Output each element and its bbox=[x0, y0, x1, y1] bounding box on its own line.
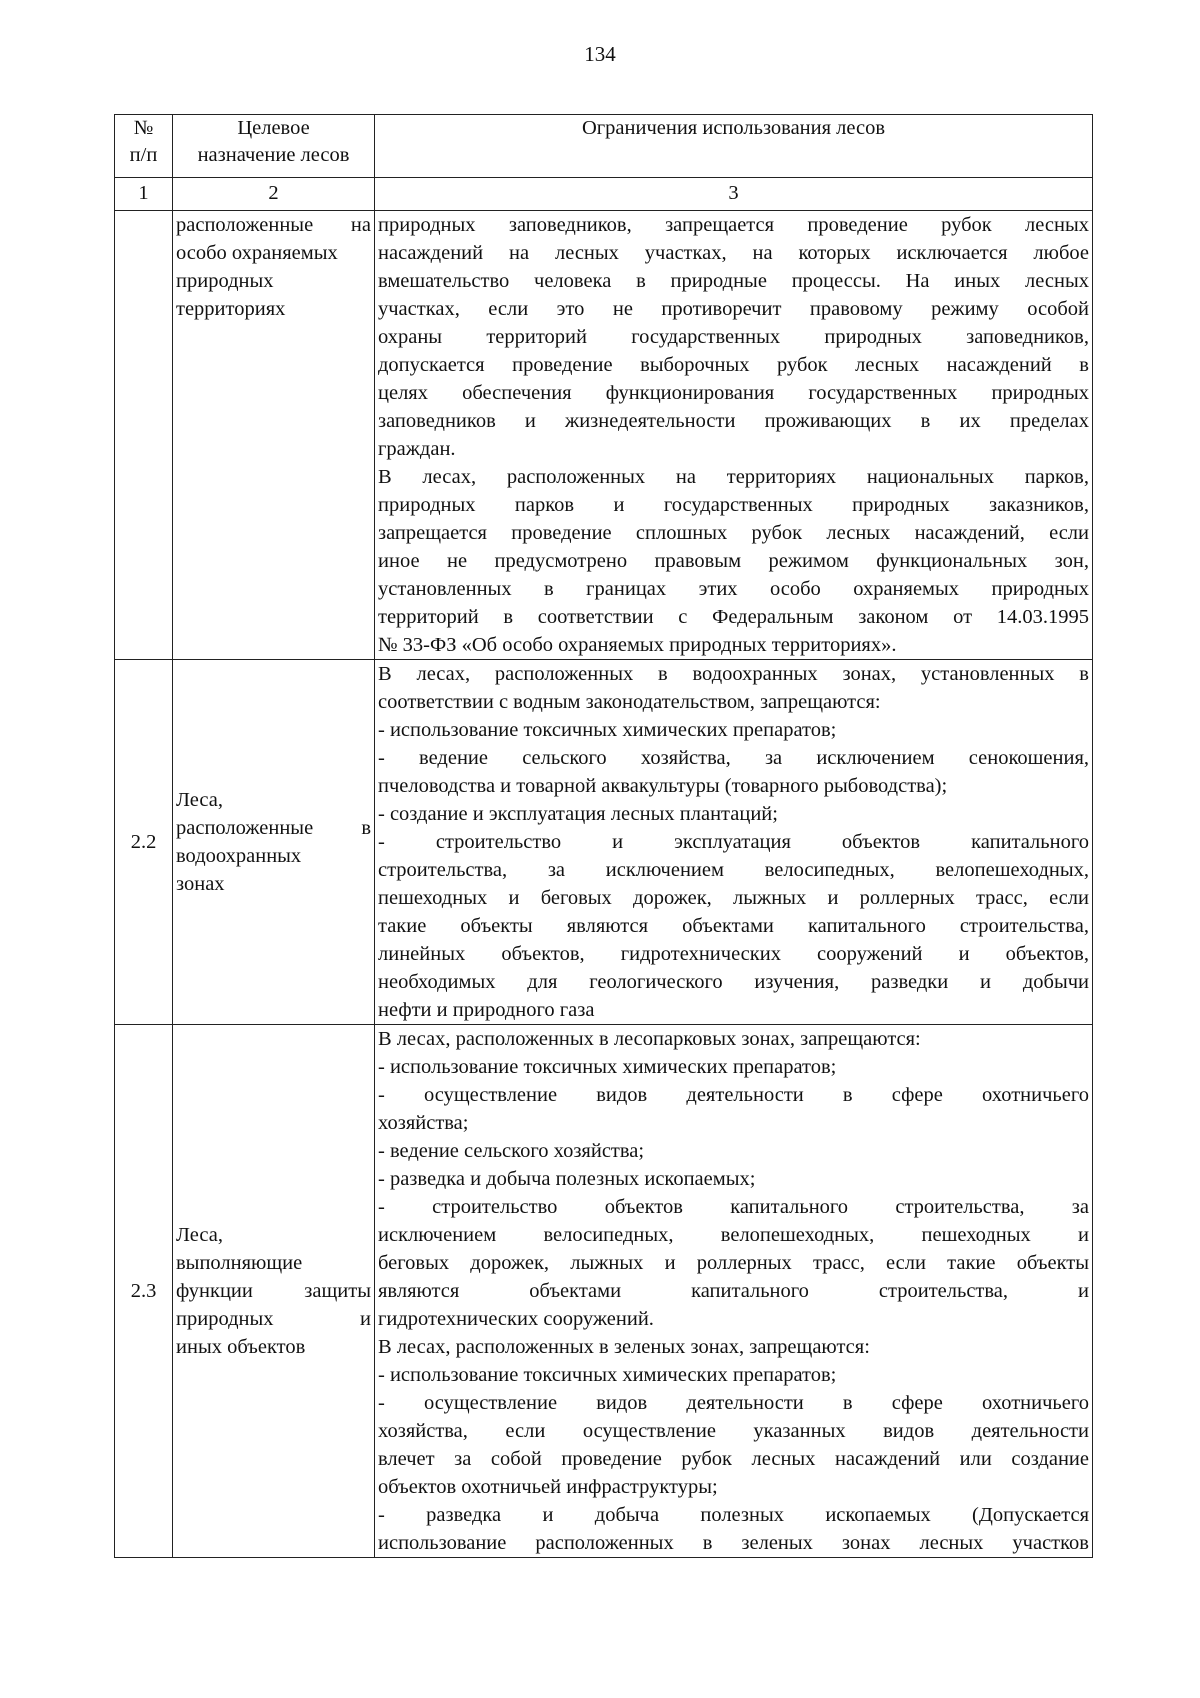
restriction-line: пешеходных и беговых дорожек, лыжных и роллерных трасс, если bbox=[378, 887, 1089, 909]
header-purpose-line2: назначение лесов bbox=[197, 144, 350, 166]
purpose-line: природных и bbox=[176, 1308, 371, 1330]
restriction-line: - строительство объектов капитального строительства, за bbox=[378, 1196, 1089, 1218]
row-restrictions bbox=[375, 660, 1093, 1025]
column-number-1: 1 bbox=[115, 178, 173, 211]
purpose-line: иных объектов bbox=[176, 1336, 306, 1358]
restriction-line: В лесах, расположенных в водоохранных зонах, установленных в bbox=[378, 663, 1089, 685]
purpose-line: расположенные в bbox=[176, 817, 371, 839]
restriction-line: пчеловодства и товарной аквакультуры (товарного рыбоводства); bbox=[378, 775, 948, 797]
column-number-2: 2 bbox=[173, 178, 375, 211]
restriction-line: - использование токсичных химических препаратов; bbox=[378, 719, 837, 741]
purpose-line: зонах bbox=[176, 873, 225, 895]
restriction-line: целях обеспечения функционирования государственных природных bbox=[378, 382, 1089, 404]
restriction-line: исключением велосипедных, велопешеходных, пешеходных и bbox=[378, 1224, 1089, 1246]
restriction-line: № 33-ФЗ «Об особо охраняемых природных территориях». bbox=[378, 634, 897, 656]
row-number: 2.3 bbox=[115, 1025, 173, 1558]
purpose-line: особо охраняемых bbox=[176, 242, 338, 264]
restriction-line: - разведка и добыча полезных ископаемых (Допускается bbox=[378, 1504, 1089, 1526]
restriction-line: - строительство и эксплуатация объектов капитального bbox=[378, 831, 1089, 853]
purpose-line: Леса, bbox=[176, 1224, 223, 1246]
restriction-line: участках, если это не противоречит правовому режиму особой bbox=[378, 298, 1089, 320]
row-restrictions bbox=[375, 211, 1093, 660]
restriction-line: строительства, за исключением велосипедных, велопешеходных, bbox=[378, 859, 1089, 881]
restriction-line: - использование токсичных химических препаратов; bbox=[378, 1056, 837, 1078]
restriction-line: такие объекты являются объектами капитального строительства, bbox=[378, 915, 1089, 937]
table-header-row bbox=[115, 115, 1093, 178]
restriction-line: граждан. bbox=[378, 438, 456, 460]
restriction-line: хозяйства; bbox=[378, 1112, 469, 1134]
forest-restrictions-table bbox=[114, 114, 1093, 1558]
purpose-line: природных bbox=[176, 270, 274, 292]
restriction-line: иное не предусмотрено правовым режимом функциональных зон, bbox=[378, 550, 1089, 572]
restriction-line: линейных объектов, гидротехнических сооружений и объектов, bbox=[378, 943, 1089, 965]
column-number-3: 3 bbox=[375, 178, 1093, 211]
header-number-line1: № bbox=[133, 117, 154, 139]
restriction-line: - ведение сельского хозяйства, за исключением сенокошения, bbox=[378, 747, 1089, 769]
table-row-2-3 bbox=[115, 1025, 1093, 1558]
row-purpose bbox=[173, 1025, 375, 1558]
row-purpose bbox=[173, 211, 375, 660]
restriction-line: насаждений на лесных участках, на которых исключается любое bbox=[378, 242, 1089, 264]
restriction-line: В лесах, расположенных на территориях национальных парков, bbox=[378, 466, 1089, 488]
row-number: 2.2 bbox=[115, 660, 173, 1025]
restriction-line: В лесах, расположенных в зеленых зонах, запрещаются: bbox=[378, 1336, 870, 1358]
restriction-line: территорий в соответствии с Федеральным законом от 14.03.1995 bbox=[378, 606, 1089, 628]
purpose-line: функции защиты bbox=[176, 1280, 371, 1302]
row-restrictions bbox=[375, 1025, 1093, 1558]
restriction-line: установленных в границах этих особо охраняемых природных bbox=[378, 578, 1089, 600]
header-restrictions: Ограничения использования лесов bbox=[375, 115, 1093, 178]
restriction-line: запрещается проведение сплошных рубок лесных насаждений, если bbox=[378, 522, 1089, 544]
restriction-line: - создание и эксплуатация лесных плантаций; bbox=[378, 803, 778, 825]
restriction-line: допускается проведение выборочных рубок лесных насаждений в bbox=[378, 354, 1089, 376]
restriction-line: природных парков и государственных природных заказников, bbox=[378, 494, 1089, 516]
restriction-line: влечет за собой проведение рубок лесных насаждений или создание bbox=[378, 1448, 1089, 1470]
restriction-line: заповедников и жизнедеятельности проживающих в их пределах bbox=[378, 410, 1089, 432]
header-purpose bbox=[173, 115, 375, 178]
restriction-line: В лесах, расположенных в лесопарковых зонах, запрещаются: bbox=[378, 1028, 921, 1050]
restriction-line: соответствии с водным законодательством, запрещаются: bbox=[378, 691, 881, 713]
table-row-continuation bbox=[115, 211, 1093, 660]
column-numbers-row bbox=[115, 178, 1093, 211]
restriction-line: объектов охотничьей инфраструктуры; bbox=[378, 1476, 718, 1498]
purpose-line: расположенные на bbox=[176, 214, 371, 236]
table-row-2-2 bbox=[115, 660, 1093, 1025]
page-number: 134 bbox=[584, 42, 616, 66]
restriction-line: хозяйства, если осуществление указанных видов деятельности bbox=[378, 1420, 1089, 1442]
purpose-line: водоохранных bbox=[176, 845, 302, 867]
restriction-line: гидротехнических сооружений. bbox=[378, 1308, 654, 1330]
restriction-line: - осуществление видов деятельности в сфере охотничьего bbox=[378, 1392, 1089, 1414]
restriction-line: нефти и природного газа bbox=[378, 999, 595, 1021]
restriction-line: - использование токсичных химических препаратов; bbox=[378, 1364, 837, 1386]
purpose-line: территориях bbox=[176, 298, 286, 320]
row-purpose bbox=[173, 660, 375, 1025]
header-purpose-line1: Целевое bbox=[237, 117, 310, 139]
restriction-line: использование расположенных в зеленых зонах лесных участков bbox=[378, 1532, 1089, 1554]
restriction-line: - разведка и добыча полезных ископаемых; bbox=[378, 1168, 756, 1190]
restriction-line: беговых дорожек, лыжных и роллерных трасс, если такие объекты bbox=[378, 1252, 1089, 1274]
header-number-line2: п/п bbox=[129, 144, 158, 166]
restriction-line: природных заповедников, запрещается проведение рубок лесных bbox=[378, 214, 1089, 236]
restriction-line: вмешательство человека в природные процессы. На иных лесных bbox=[378, 270, 1089, 292]
header-number bbox=[115, 115, 173, 178]
restriction-line: необходимых для геологического изучения, разведки и добычи bbox=[378, 971, 1089, 993]
purpose-line: выполняющие bbox=[176, 1252, 303, 1274]
restriction-line: являются объектами капитального строительства, и bbox=[378, 1280, 1089, 1302]
purpose-line: Леса, bbox=[176, 789, 223, 811]
restriction-line: охраны территорий государственных природных заповедников, bbox=[378, 326, 1089, 348]
row-number bbox=[115, 211, 173, 660]
restriction-line: - ведение сельского хозяйства; bbox=[378, 1140, 645, 1162]
restriction-line: - осуществление видов деятельности в сфере охотничьего bbox=[378, 1084, 1089, 1106]
